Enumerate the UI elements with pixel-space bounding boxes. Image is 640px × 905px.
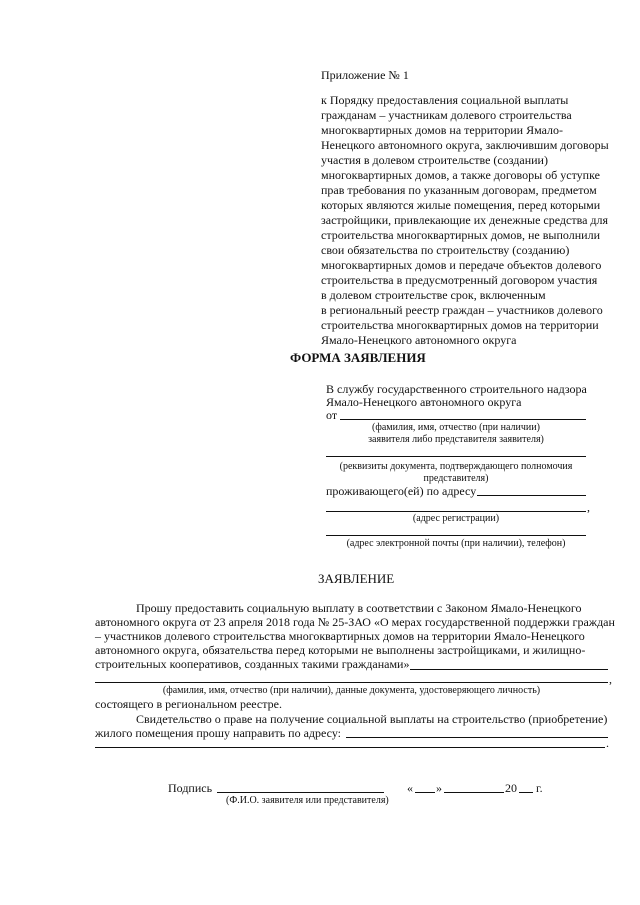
- form-title: ФОРМА ЗАЯВЛЕНИЯ: [290, 350, 426, 365]
- appendix-line: Ненецкого автономного округа, заключившим договоры: [321, 138, 609, 152]
- date-year-prefix: 20: [505, 781, 517, 795]
- hint-name-line-2: заявителя либо представителя заявителя): [368, 434, 544, 445]
- statement-line-4: автономного округа, обязательства перед которыми не выполнены застройщиками, и жилищно-: [95, 643, 586, 657]
- statement-line-3: – участников долевого строительства многоквартирных домов на территории Ямало-Ненецкого: [95, 629, 585, 643]
- appendix-line: участия в долевом строительстве (создании): [321, 153, 548, 167]
- certificate-period: .: [606, 736, 609, 750]
- hint-email: (адрес электронной почты (при наличии), телефон): [346, 538, 566, 549]
- date-quote-close: »: [436, 781, 442, 795]
- appendix-line: застройщики, привлекающие их денежные средства для: [321, 213, 609, 227]
- address-field-1[interactable]: [477, 495, 586, 496]
- statement-line-5: строительных кооперативов, созданных такими гражданами»: [95, 657, 410, 671]
- statement-line-2: автономного округа от 23 апреля 2018 года № 25-ЗАО «О мерах государственной поддержки граждан: [95, 615, 615, 629]
- signature-field[interactable]: [217, 792, 384, 793]
- appendix-line: гражданам – участникам долевого строительства: [321, 108, 572, 122]
- authority-document-field[interactable]: [326, 456, 586, 457]
- appendix-line: прав требования по указанным договорам, предметом: [321, 183, 597, 197]
- appendix-title: Приложение № 1: [321, 68, 409, 82]
- registry-text: состоящего в региональном реестре.: [95, 697, 282, 711]
- appendix-text: [321, 93, 621, 348]
- appendix-line: к Порядку предоставления социальной выплаты: [321, 93, 569, 107]
- applicant-name-field[interactable]: [340, 419, 586, 420]
- appendix-line: многоквартирных домов и передаче объектов долевого: [321, 258, 602, 272]
- addressee-line-2: Ямало-Ненецкого автономного округа: [326, 395, 522, 409]
- from-label: от: [326, 408, 338, 422]
- date-month-field[interactable]: [444, 792, 504, 793]
- appendix-line: многоквартирных домов, а также договоры об уступке: [321, 168, 600, 182]
- appendix-line: свои обязательства по строительству (созданию): [321, 243, 570, 257]
- residing-label: проживающего(ей) по адресу: [326, 484, 477, 498]
- certificate-address-field-1[interactable]: [346, 737, 608, 738]
- date-quote-open: «: [407, 781, 413, 795]
- date-day-field[interactable]: [415, 792, 435, 793]
- date-year-suffix: г.: [536, 781, 543, 795]
- hint-document-line-1: (реквизиты документа, подтверждающего полномочия: [339, 461, 573, 472]
- addressee-line-1: В службу государственного строительного надзора: [326, 382, 587, 396]
- appendix-line: в долевом строительстве срок, включенным: [321, 288, 546, 302]
- applicant-details-field-1[interactable]: [410, 669, 608, 670]
- appendix-line: строительства многоквартирных домов, не выполнили: [321, 228, 600, 242]
- address-comma: ,: [587, 500, 590, 514]
- hint-address: (адрес регистрации): [412, 513, 500, 524]
- certificate-line-1: Свидетельство о праве на получение социальной выплаты на строительство (приобретение): [136, 712, 608, 726]
- statement-heading: ЗАЯВЛЕНИЕ: [318, 571, 395, 586]
- applicant-details-field-2[interactable]: [95, 682, 608, 683]
- certificate-line-2: жилого помещения прошу направить по адресу:: [95, 726, 341, 740]
- details-comma: ,: [609, 672, 612, 686]
- hint-name-line-1: (фамилия, имя, отчество (при наличии): [372, 422, 540, 433]
- hint-document-line-2: представителя): [423, 473, 489, 484]
- date-year-field[interactable]: [519, 792, 533, 793]
- email-phone-field[interactable]: [326, 535, 586, 536]
- appendix-line: в региональный реестр граждан – участников долевого: [321, 303, 603, 317]
- hint-person: (фамилия, имя, отчество (при наличии), данные документа, удостоверяющего личность): [162, 685, 541, 696]
- appendix-line: строительства в предусмотренный договором участия: [321, 273, 598, 287]
- signature-label: Подпись: [168, 781, 213, 795]
- appendix-line: которых являются жилые помещения, перед которыми: [321, 198, 601, 212]
- certificate-address-field-2[interactable]: [95, 747, 605, 748]
- appendix-line: Ямало-Ненецкого автономного округа: [321, 333, 517, 347]
- appendix-line: строительства многоквартирных домов на территории: [321, 318, 599, 332]
- signature-hint: (Ф.И.О. заявителя или представителя): [226, 795, 389, 806]
- appendix-line: многоквартирных домов на территории Ямало-: [321, 123, 564, 137]
- statement-line-1: Прошу предоставить социальную выплату в соответствии с Законом Ямало-Ненецкого: [136, 601, 582, 615]
